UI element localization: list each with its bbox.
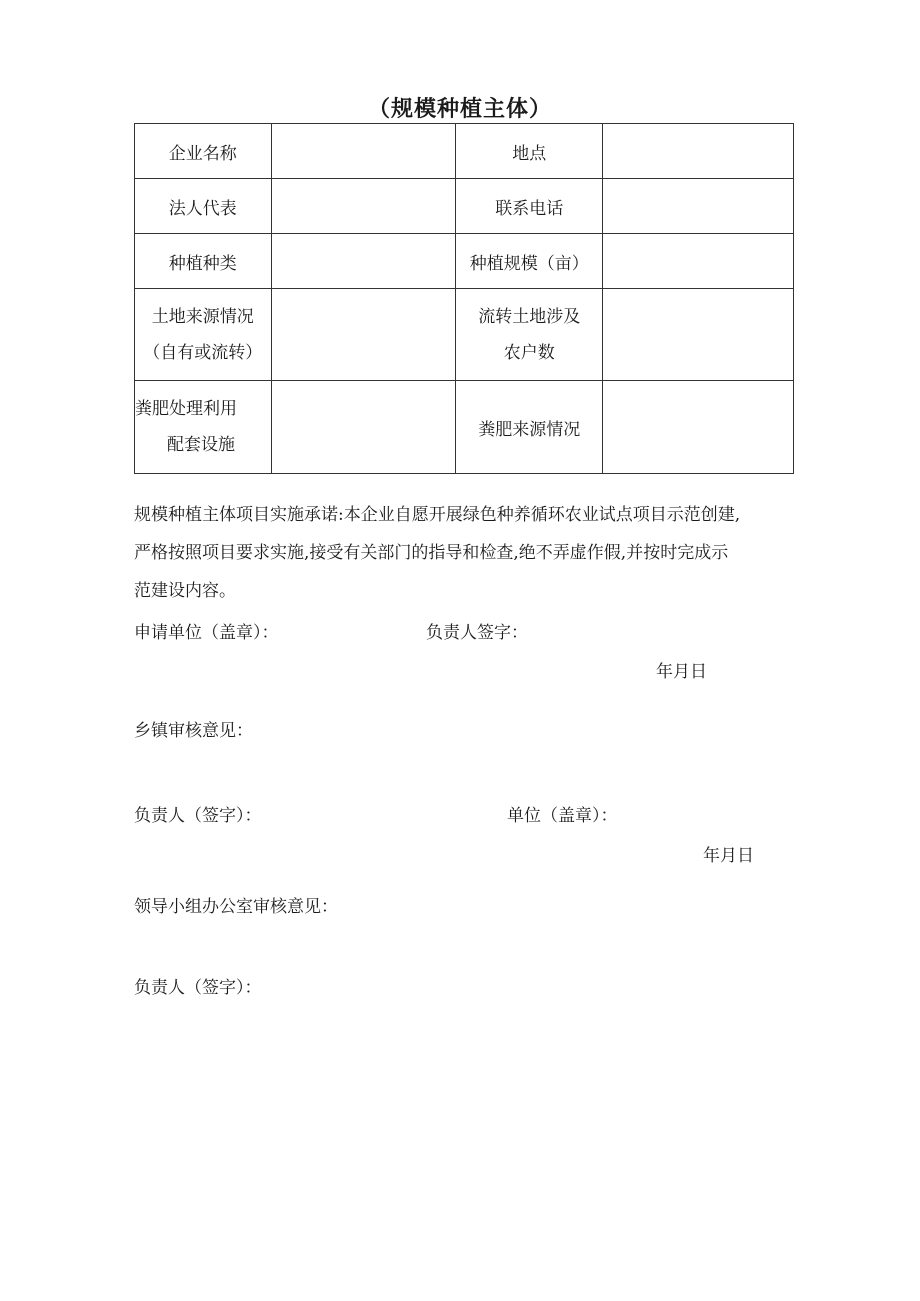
info-table — [134, 123, 794, 474]
applicant-person-label: 负责人签字： — [426, 623, 528, 643]
table-row — [135, 381, 794, 474]
manure-source-label: 粪肥来源情况 — [456, 381, 603, 474]
pledge-line-2: 严格按照项目要求实施,接受有关部门的指导和检查,绝不弄虚作假,并按时完成示 — [134, 543, 729, 563]
manure-facility-label-line2: 配套设施 — [167, 435, 235, 455]
legal-rep-field[interactable] — [271, 179, 456, 234]
land-source-label-line1: 土地来源情况 — [151, 306, 254, 327]
enterprise-name-label: 企业名称 — [135, 124, 272, 179]
land-source-field[interactable] — [271, 289, 456, 381]
table-row — [135, 179, 794, 234]
enterprise-name-field[interactable] — [271, 124, 456, 179]
pledge-line-3: 范建设内容。 — [134, 581, 236, 601]
legal-rep-label: 法人代表 — [135, 179, 272, 234]
transfer-households-label-line2: 农户数 — [503, 342, 555, 363]
land-source-label — [135, 289, 272, 381]
crop-type-field[interactable] — [271, 234, 456, 289]
leadership-opinion-label: 领导小组办公室审核意见： — [134, 897, 338, 917]
applicant-date: 年月日 — [656, 662, 707, 682]
township-person-label: 负责人（签字）： — [134, 806, 262, 826]
township-unit-label: 单位（盖章）： — [507, 806, 618, 826]
manure-facility-field[interactable] — [271, 381, 456, 474]
crop-type-label: 种植种类 — [135, 234, 272, 289]
location-label: 地点 — [456, 124, 603, 179]
transfer-households-field[interactable] — [603, 289, 794, 381]
table-row — [135, 124, 794, 179]
planting-scale-field[interactable] — [603, 234, 794, 289]
phone-label: 联系电话 — [456, 179, 603, 234]
form-title: （规模种植主体） — [367, 97, 552, 122]
manure-facility-label — [135, 381, 272, 474]
land-source-label-line2: （自有或流转） — [143, 342, 263, 363]
planting-scale-label: 种植规模（亩） — [456, 234, 603, 289]
transfer-households-label — [456, 289, 603, 381]
applicant-unit-label: 申请单位（盖章）： — [134, 623, 279, 643]
manure-source-field[interactable] — [603, 381, 794, 474]
manure-facility-label-line1: 粪肥处理利用 — [135, 399, 237, 419]
transfer-households-label-line1: 流转土地涉及 — [478, 306, 581, 327]
table-row — [135, 289, 794, 381]
pledge-text — [134, 496, 804, 610]
leadership-person-label: 负责人（签字）： — [134, 978, 262, 998]
township-date: 年月日 — [703, 846, 754, 866]
pledge-line-1: 规模种植主体项目实施承诺:本企业自愿开展绿色种养循环农业试点项目示范创建, — [134, 505, 741, 525]
location-field[interactable] — [603, 124, 794, 179]
township-opinion-label: 乡镇审核意见： — [134, 721, 253, 741]
phone-field[interactable] — [603, 179, 794, 234]
table-row — [135, 234, 794, 289]
